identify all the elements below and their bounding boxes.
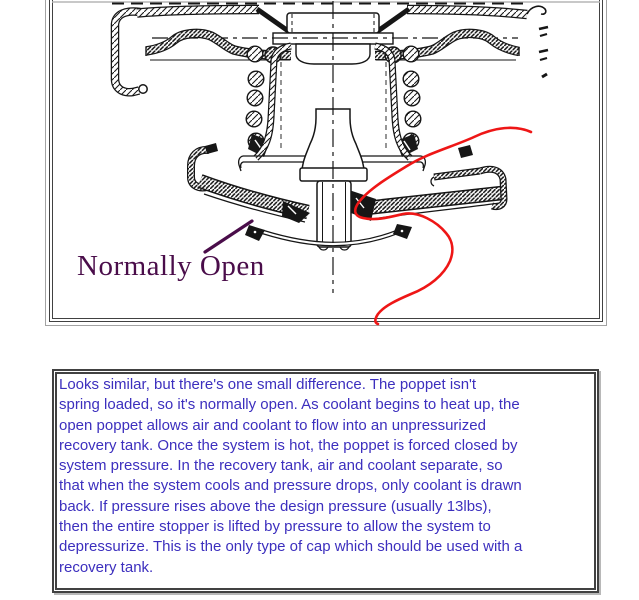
description-line: depressurize. This is the only type of cap which should be used with a: [59, 538, 523, 556]
description-line: system pressure. In the recovery tank, air and coolant separate, so: [59, 457, 503, 475]
right-lip-curl: [527, 6, 546, 14]
red-annotation-curve: [355, 128, 531, 324]
description-line: recovery tank.: [59, 558, 154, 576]
description-line: then the entire stopper is lifted by pressure to allow the system to: [59, 518, 491, 536]
clip-end-knob: [139, 85, 147, 93]
scan-top-edge-lines: [52, 2, 600, 4]
description-line: Looks similar, but there's one small difference. The poppet isn't: [59, 376, 477, 393]
retaining-clip: [115, 12, 147, 94]
description-panel: [52, 369, 599, 593]
description-line: recovery tank. Once the system is hot, the poppet is forced closed by: [59, 436, 518, 454]
callout-label: Normally Open: [77, 250, 265, 282]
description-line: open poppet allows air and coolant to flow into an unpressurized: [59, 416, 486, 434]
description-line: back. If pressure rises above the design pressure (usually 13lbs),: [59, 497, 492, 515]
scan-tick-marks: [539, 27, 548, 77]
callout-pointer-line: [205, 221, 252, 252]
description-line: that when the system cools and pressure drops, only coolant is drawn: [59, 477, 522, 495]
description-line: spring loaded, so it's normally open. As coolant begins to heat up, the: [59, 396, 520, 414]
